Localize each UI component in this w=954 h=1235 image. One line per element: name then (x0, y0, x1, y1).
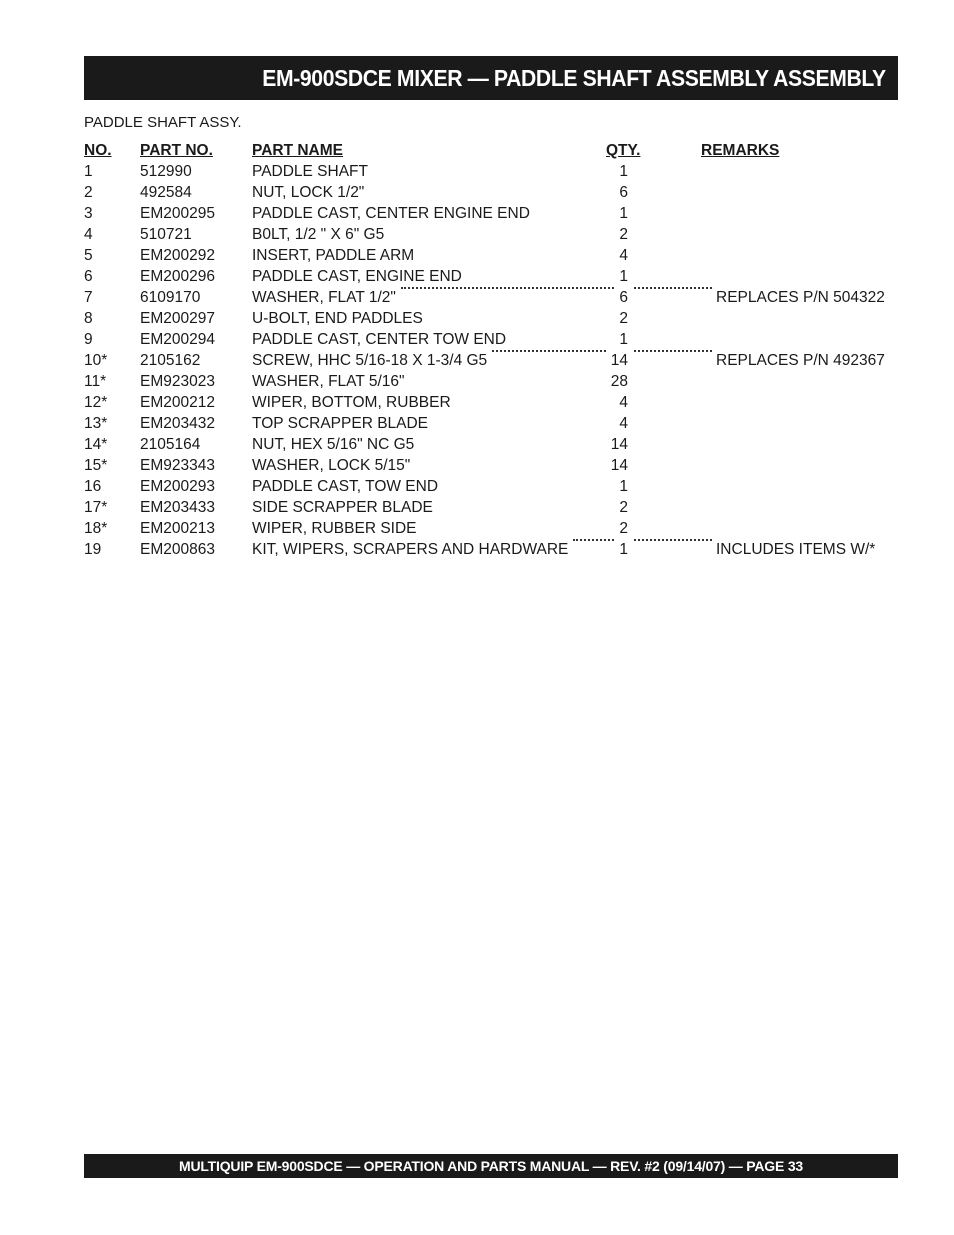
part-number: EM200296 (140, 268, 215, 285)
table-row (84, 413, 898, 434)
part-remarks: INCLUDES ITEMS W/* (716, 541, 876, 558)
part-remarks: REPLACES P/N 492367 (716, 352, 885, 369)
part-number: 510721 (140, 226, 192, 243)
part-number: EM200293 (140, 478, 215, 495)
part-number: 6109170 (140, 289, 201, 306)
part-number: EM200297 (140, 310, 215, 327)
part-qty: 2 (619, 226, 628, 243)
table-row (84, 350, 898, 371)
footer-bar (84, 1154, 898, 1178)
table-row (84, 245, 898, 266)
table-row (84, 203, 898, 224)
page-title: EM-900SDCE MIXER — PADDLE SHAFT ASSEMBLY ASSEMBLY (262, 64, 886, 91)
table-row (84, 539, 898, 560)
table-row (84, 497, 898, 518)
table-row (84, 224, 898, 245)
row-number: 17* (84, 499, 108, 516)
table-row (84, 161, 898, 182)
part-name: PADDLE CAST, ENGINE END (252, 268, 462, 285)
part-qty: 1 (619, 205, 628, 222)
part-name: SIDE SCRAPPER BLADE (252, 499, 433, 516)
column-header-part-no: PART NO. (140, 142, 213, 159)
table-row (84, 371, 898, 392)
part-number: EM200292 (140, 247, 215, 264)
row-number: 1 (84, 163, 93, 180)
row-number: 8 (84, 310, 93, 327)
parts-table (84, 140, 898, 560)
table-row (84, 518, 898, 539)
part-name: B0LT, 1/2 " X 6" G5 (252, 226, 385, 243)
part-qty: 1 (619, 331, 628, 348)
part-name: PADDLE CAST, CENTER ENGINE END (252, 205, 530, 222)
dot-leader (492, 350, 606, 352)
part-name: WASHER, FLAT 5/16" (252, 373, 405, 390)
part-remarks: REPLACES P/N 504322 (716, 289, 885, 306)
part-name: NUT, HEX 5/16" NC G5 (252, 436, 415, 453)
page-title-bar (84, 56, 898, 100)
part-number: EM200294 (140, 331, 215, 348)
part-name: NUT, LOCK 1/2" (252, 184, 365, 201)
row-number: 2 (84, 184, 93, 201)
column-header-no: NO. (84, 142, 112, 159)
row-number: 6 (84, 268, 93, 285)
part-qty: 14 (610, 436, 628, 453)
part-name: TOP SCRAPPER BLADE (252, 415, 429, 432)
part-qty: 4 (619, 415, 628, 432)
column-header-remarks: REMARKS (701, 142, 780, 159)
part-name: PADDLE CAST, CENTER TOW END (252, 331, 507, 348)
part-name: PADDLE CAST, TOW END (252, 478, 439, 495)
part-number: 512990 (140, 163, 192, 180)
part-name: KIT, WIPERS, SCRAPERS AND HARDWARE (252, 541, 569, 558)
part-number: EM203433 (140, 499, 215, 516)
dot-leader (634, 539, 712, 541)
dot-leader (401, 287, 614, 289)
part-qty: 6 (619, 184, 628, 201)
column-header-qty: QTY. (606, 142, 641, 159)
part-number: 492584 (140, 184, 192, 201)
part-qty: 28 (610, 373, 628, 390)
row-number: 13* (84, 415, 108, 432)
part-name: WIPER, RUBBER SIDE (252, 520, 417, 537)
table-row (84, 455, 898, 476)
part-qty: 2 (619, 520, 628, 537)
part-number: EM200295 (140, 205, 215, 222)
part-qty: 6 (619, 289, 628, 306)
part-qty: 4 (619, 394, 628, 411)
row-number: 11* (84, 373, 107, 390)
part-number: EM923343 (140, 457, 215, 474)
table-row (84, 476, 898, 497)
table-row (84, 182, 898, 203)
table-body (84, 161, 898, 560)
table-row (84, 287, 898, 308)
part-qty: 1 (619, 268, 628, 285)
table-row (84, 392, 898, 413)
table-row (84, 308, 898, 329)
table-row (84, 329, 898, 350)
part-number: EM200213 (140, 520, 215, 537)
dot-leader (573, 539, 614, 541)
part-number: EM923023 (140, 373, 215, 390)
row-number: 15* (84, 457, 108, 474)
part-qty: 1 (619, 541, 628, 558)
row-number: 18* (84, 520, 108, 537)
row-number: 16 (84, 478, 102, 495)
section-subtitle: PADDLE SHAFT ASSY. (84, 114, 242, 131)
part-number: EM200863 (140, 541, 215, 558)
part-number: 2105162 (140, 352, 201, 369)
part-name: WIPER, BOTTOM, RUBBER (252, 394, 451, 411)
row-number: 4 (84, 226, 93, 243)
row-number: 19 (84, 541, 102, 558)
row-number: 9 (84, 331, 93, 348)
table-header (84, 140, 898, 161)
row-number: 7 (84, 289, 93, 306)
column-header-part-name: PART NAME (252, 142, 343, 159)
footer-text: MULTIQUIP EM-900SDCE — OPERATION AND PARTS MANUAL — REV. #2 (09/14/07) — PAGE 33 (179, 1158, 803, 1174)
part-number: EM200212 (140, 394, 215, 411)
part-name: SCREW, HHC 5/16-18 X 1-3/4 G5 (252, 352, 488, 369)
part-number: 2105164 (140, 436, 201, 453)
part-name: U-BOLT, END PADDLES (252, 310, 423, 327)
part-name: INSERT, PADDLE ARM (252, 247, 415, 264)
row-number: 3 (84, 205, 93, 222)
table-row (84, 434, 898, 455)
row-number: 14* (84, 436, 108, 453)
part-number: EM203432 (140, 415, 215, 432)
part-name: PADDLE SHAFT (252, 163, 368, 180)
part-qty: 2 (619, 499, 628, 516)
part-qty: 1 (619, 163, 628, 180)
row-number: 10* (84, 352, 108, 369)
part-name: WASHER, LOCK 5/15" (252, 457, 411, 474)
part-name: WASHER, FLAT 1/2" (252, 289, 396, 306)
dot-leader (634, 287, 712, 289)
part-qty: 14 (610, 352, 628, 369)
row-number: 12* (84, 394, 108, 411)
part-qty: 2 (619, 310, 628, 327)
table-row (84, 266, 898, 287)
dot-leader (634, 350, 712, 352)
part-qty: 4 (619, 247, 628, 264)
part-qty: 14 (610, 457, 628, 474)
part-qty: 1 (619, 478, 628, 495)
row-number: 5 (84, 247, 93, 264)
